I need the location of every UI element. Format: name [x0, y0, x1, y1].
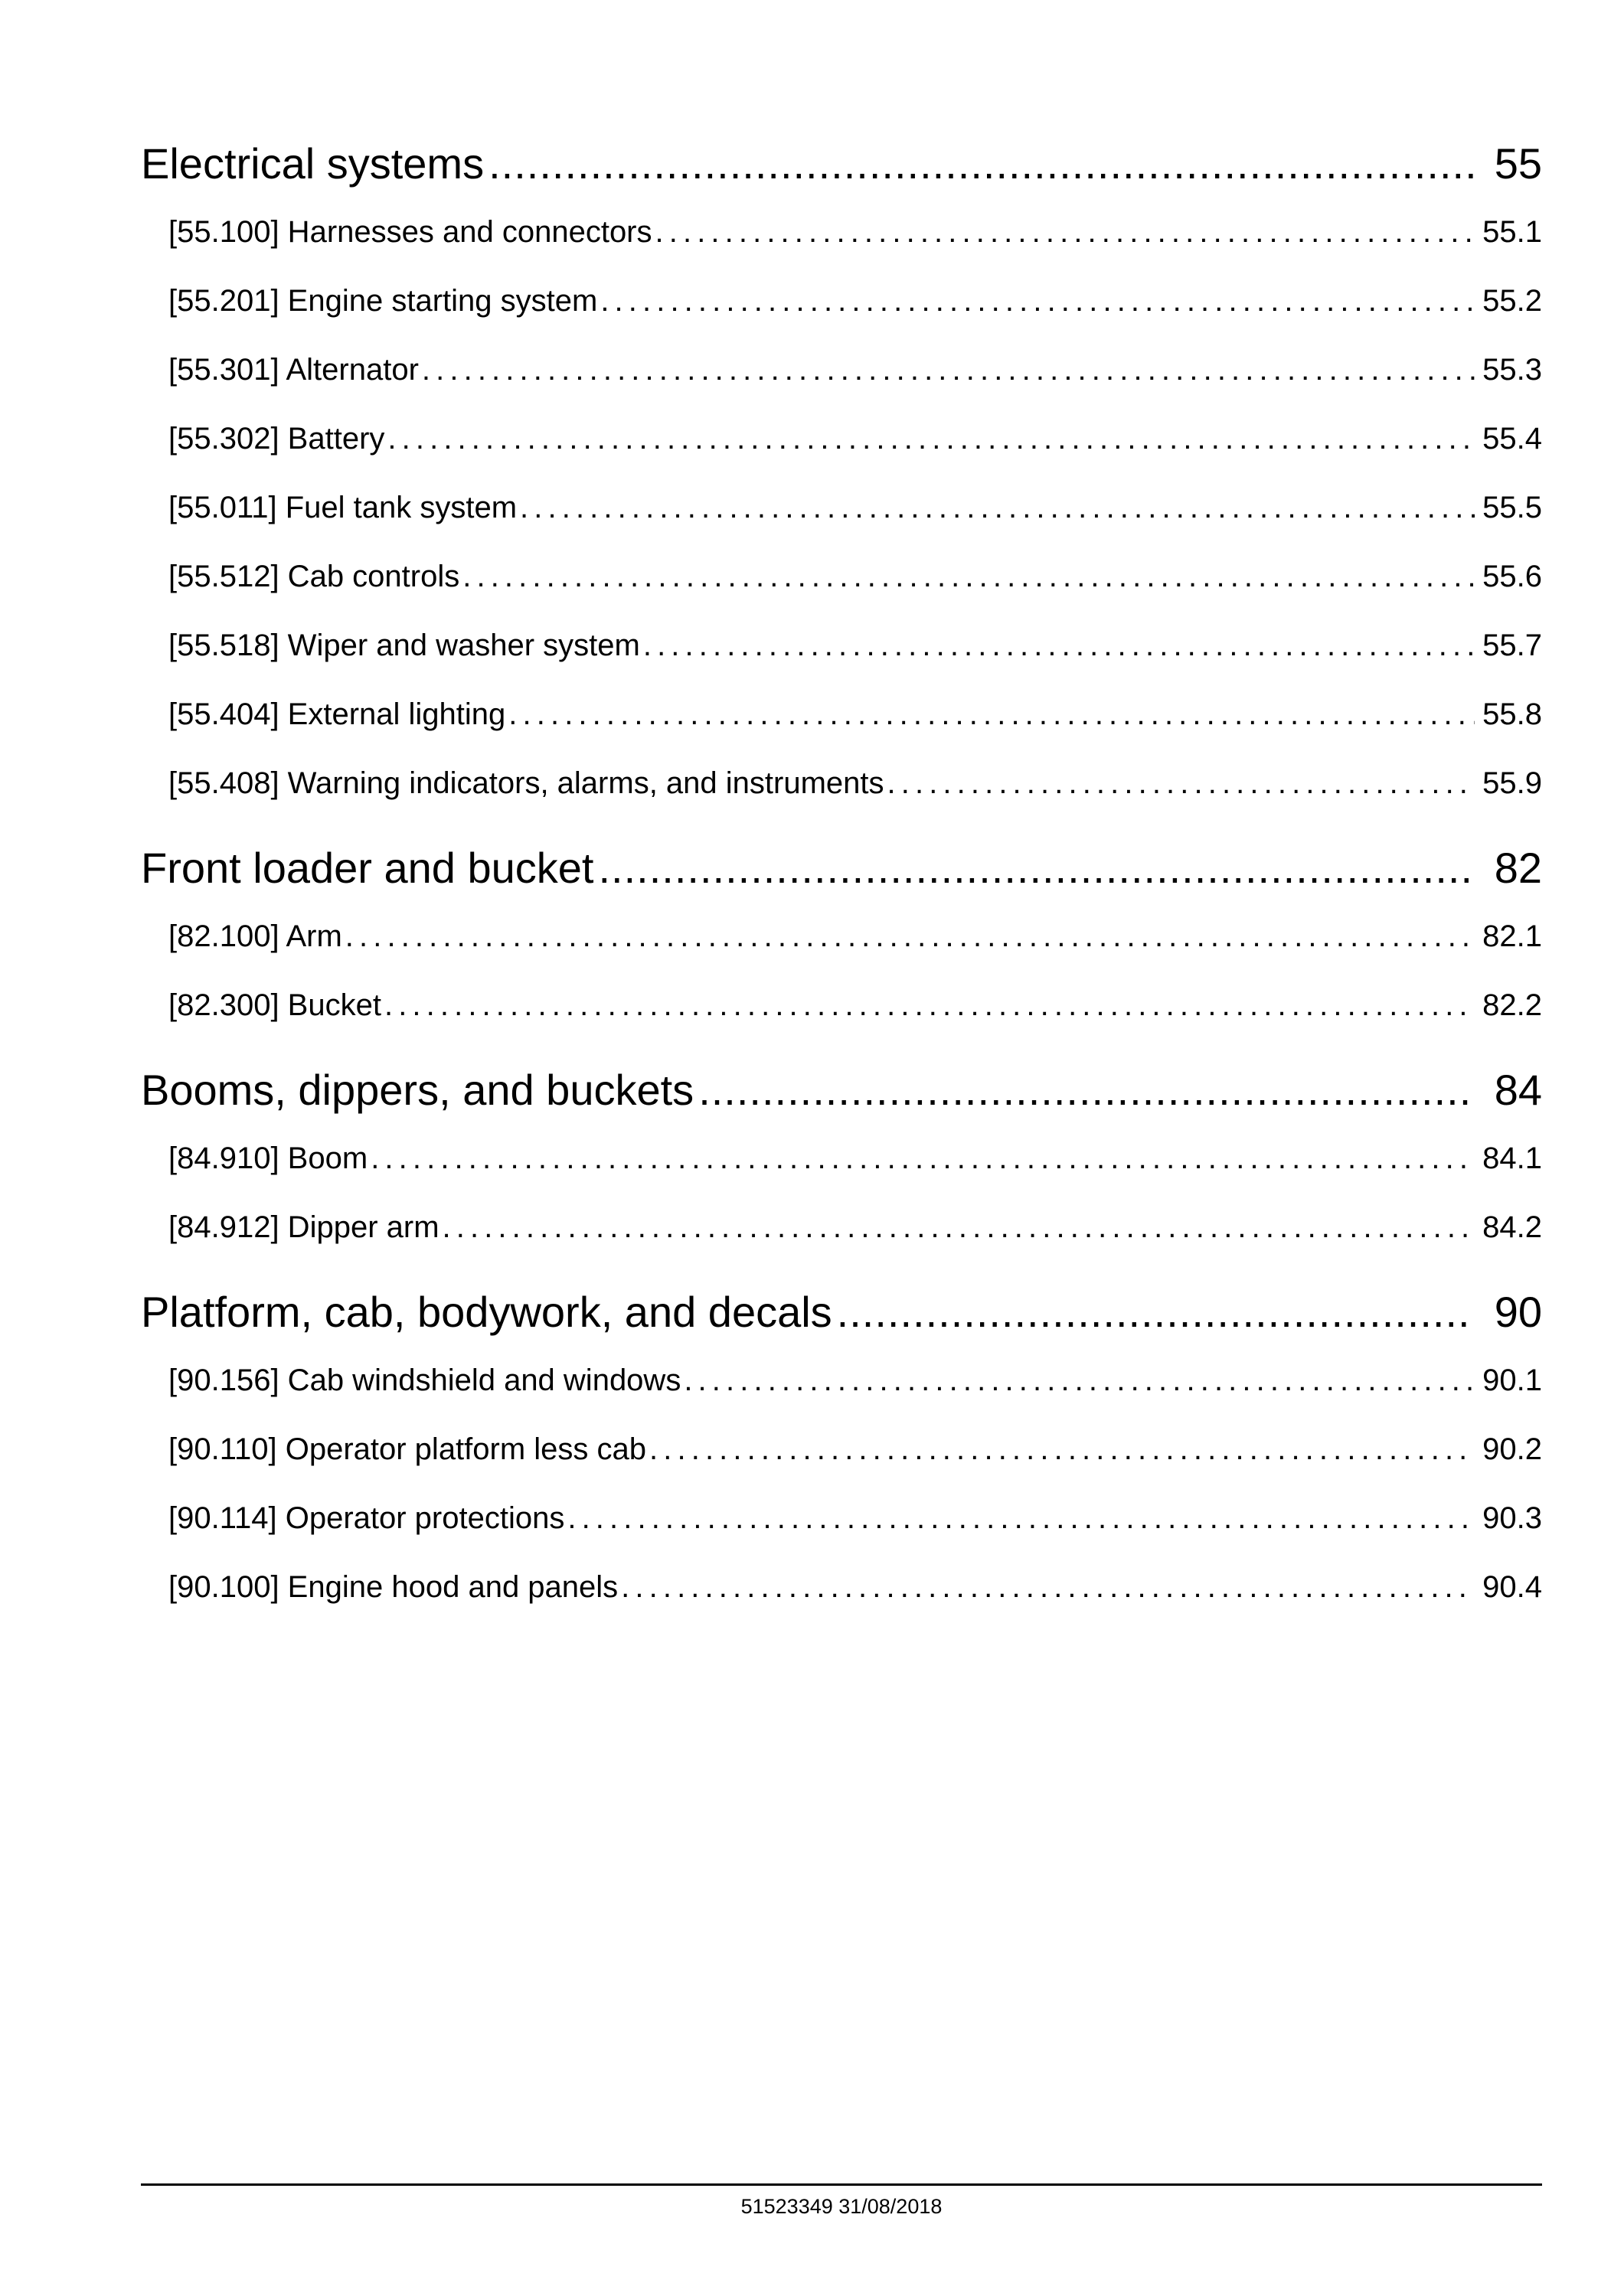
chapter-title: Electrical systems [141, 139, 485, 188]
footer-document-id: 51523349 31/08/2018 [740, 2195, 943, 2218]
chapter-page: 55 [1494, 139, 1542, 188]
dot-leader [837, 1279, 1473, 1346]
section-title: [55.201] Engine starting system [168, 284, 598, 318]
section-page: 82.1 [1482, 919, 1542, 953]
toc-section[interactable] [141, 902, 1542, 971]
section-title: [55.518] Wiper and washer system [168, 629, 640, 662]
section-title: [84.912] Dipper arm [168, 1210, 439, 1244]
dot-leader [489, 130, 1473, 198]
toc-section[interactable] [141, 1415, 1542, 1484]
toc-section[interactable] [141, 542, 1542, 611]
section-page: 82.2 [1482, 988, 1542, 1022]
toc-section[interactable] [141, 266, 1542, 335]
section-title: [55.404] External lighting [168, 697, 506, 731]
dot-leader [655, 198, 1475, 266]
dot-leader [520, 473, 1475, 542]
dot-leader [643, 611, 1475, 680]
section-title: [90.110] Operator platform less cab [168, 1432, 647, 1466]
section-page: 55.4 [1482, 422, 1542, 456]
section-page: 55.7 [1482, 629, 1542, 662]
toc-chapter[interactable] [141, 130, 1542, 198]
chapter-title: Platform, cab, bodywork, and decals [141, 1288, 832, 1336]
section-title: [55.301] Alternator [168, 353, 419, 387]
section-page: 90.2 [1482, 1432, 1542, 1466]
dot-leader [621, 1553, 1475, 1622]
dot-leader [598, 834, 1472, 902]
section-page: 55.5 [1482, 491, 1542, 524]
dot-leader [567, 1484, 1475, 1553]
toc-section[interactable] [141, 611, 1542, 680]
dot-leader [698, 1057, 1473, 1124]
section-page: 55.3 [1482, 353, 1542, 387]
section-title: [55.302] Battery [168, 422, 385, 456]
section-page: 84.1 [1482, 1141, 1542, 1175]
dot-leader [600, 266, 1475, 335]
toc-chapter[interactable] [141, 1279, 1542, 1346]
chapter-page: 84 [1494, 1066, 1542, 1114]
toc-section[interactable] [141, 749, 1542, 818]
section-title: [90.156] Cab windshield and windows [168, 1364, 681, 1397]
section-page: 90.4 [1482, 1570, 1542, 1604]
dot-leader [649, 1415, 1475, 1484]
section-title: [55.100] Harnesses and connectors [168, 215, 652, 249]
section-title: [82.300] Bucket [168, 988, 381, 1022]
chapter-page: 82 [1494, 844, 1542, 892]
section-page: 90.3 [1482, 1501, 1542, 1535]
section-page: 55.2 [1482, 284, 1542, 318]
chapter-title: Front loader and bucket [141, 844, 594, 892]
dot-leader [684, 1346, 1475, 1415]
toc-section[interactable] [141, 404, 1542, 473]
section-page: 55.1 [1482, 215, 1542, 249]
toc-chapter[interactable] [141, 834, 1542, 902]
section-title: [84.910] Boom [168, 1141, 368, 1175]
toc-chapter[interactable] [141, 1057, 1542, 1124]
dot-leader [887, 749, 1475, 818]
chapter-page: 90 [1494, 1288, 1542, 1336]
section-title: [90.114] Operator protections [168, 1501, 565, 1535]
dot-leader [508, 680, 1475, 749]
section-title: [82.100] Arm [168, 919, 342, 953]
section-page: 90.1 [1482, 1364, 1542, 1397]
section-page: 55.9 [1482, 766, 1542, 800]
toc-section[interactable] [141, 971, 1542, 1040]
toc-section[interactable] [141, 1124, 1542, 1193]
toc-section[interactable] [141, 680, 1542, 749]
toc-section[interactable] [141, 1346, 1542, 1415]
section-page: 55.8 [1482, 697, 1542, 731]
toc-section[interactable] [141, 335, 1542, 404]
dot-leader [462, 542, 1475, 611]
dot-leader [443, 1193, 1475, 1262]
toc-section[interactable] [141, 473, 1542, 542]
dot-leader [345, 902, 1475, 971]
toc-section[interactable] [141, 1193, 1542, 1262]
section-title: [55.408] Warning indicators, alarms, and instruments [168, 766, 884, 800]
section-title: [55.011] Fuel tank system [168, 491, 518, 524]
section-title: [55.512] Cab controls [168, 560, 460, 593]
section-page: 84.2 [1482, 1210, 1542, 1244]
dot-leader [371, 1124, 1475, 1193]
section-title: [90.100] Engine hood and panels [168, 1570, 619, 1604]
toc-section[interactable] [141, 1484, 1542, 1553]
toc-section[interactable] [141, 1553, 1542, 1622]
dot-leader [422, 335, 1475, 404]
dot-leader [387, 404, 1475, 473]
chapter-title: Booms, dippers, and buckets [141, 1066, 694, 1114]
dot-leader [384, 971, 1475, 1040]
footer-divider [141, 2183, 1542, 2186]
table-of-contents [141, 130, 1542, 1622]
toc-section[interactable] [141, 198, 1542, 266]
section-page: 55.6 [1482, 560, 1542, 593]
